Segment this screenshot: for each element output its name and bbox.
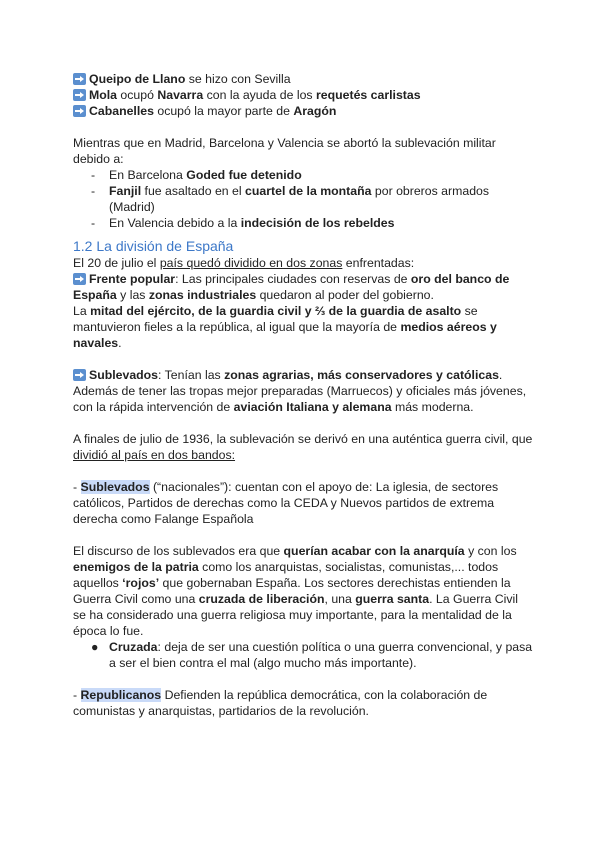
paragraph-abortada: Mientras que en Madrid, Barcelona y Valencia se abortó la sublevación militar debido a: <box>73 136 496 166</box>
arrow-right-icon <box>73 273 86 285</box>
paragraph-frente-popular: Frente popular: Las principales ciudades con reservas de oro del banco de España y las zonas industriales quedaron al poder del gobierno. <box>73 272 510 302</box>
document-page <box>73 71 533 719</box>
paragraph-mitad-ejercito: La mitad del ejército, de la guardia civil y ⅔ de la guardia de asalto se mantuvieron fieles a la república, al igual que la mayoría de medios aéreos y navales. <box>73 304 497 350</box>
arrow-right-icon <box>73 89 86 101</box>
paragraph-finales-julio: A finales de julio de 1936, la sublevación se derivó en una auténtica guerra civil, que dividió al país en dos bandos: <box>73 432 533 462</box>
paragraph-discurso: El discurso de los sublevados era que querían acabar con la anarquía y con los enemigos de la patria como los anarquistas, socialistas, comunistas,... todos aquellos ‘rojos’ que gobernaban España. Los sectores derechistas entienden la Guerra Civil como una cruzada de liberación, una guerra santa. La Guerra Civil se ha considerado una guerra religiosa muy importante, para la mentalidad de la época lo fue. <box>73 544 518 638</box>
list-item: - Fanjil fue asaltado en el cuartel de la montaña por obreros armados (Madrid) <box>91 184 490 214</box>
list-item: ● Cruzada: deja de ser una cuestión política o una guerra convencional, y pasa a ser el bien contra el mal (algo mucho más importante). <box>91 640 533 670</box>
arrow-right-icon <box>73 73 86 85</box>
intro-line-cabanelles: Cabanelles ocupó la mayor parte de Aragón <box>73 103 533 119</box>
intro-line-queipo: Queipo de Llano se hizo con Sevilla <box>73 71 533 87</box>
arrow-right-icon <box>73 369 86 381</box>
section-title: 1.2 La división de España <box>73 238 234 254</box>
paragraph-republicanos: - Republicanos Defienden la república democrática, con la colaboración de comunistas y anarquistas, partidarios de la revolución. <box>73 688 488 718</box>
paragraph-sublevados-zona: Sublevados: Tenían las zonas agrarias, más conservadores y católicas. Además de tener las tropas mejor preparadas (Marruecos) y oficiales más jóvenes, con la rápida intervención de aviación Italiana y alemana más moderna. <box>73 368 527 414</box>
arrow-right-icon <box>73 105 86 117</box>
paragraph-20-julio: El 20 de julio el país quedó dividido en dos zonas enfrentadas: <box>73 256 415 270</box>
list-item: - En Valencia debido a la indecisión de los rebeldes <box>91 216 395 230</box>
paragraph-sublevados-nacionales: - Sublevados (“nacionales”): cuentan con el apoyo de: La iglesia, de sectores católicos, Partidos de derechas como la CEDA y Nuevos partidos de extrema derecha como Falange Española <box>73 480 499 526</box>
intro-line-mola: Mola ocupó Navarra con la ayuda de los requetés carlistas <box>73 87 533 103</box>
list-item: - En Barcelona Goded fue detenido <box>91 168 302 182</box>
